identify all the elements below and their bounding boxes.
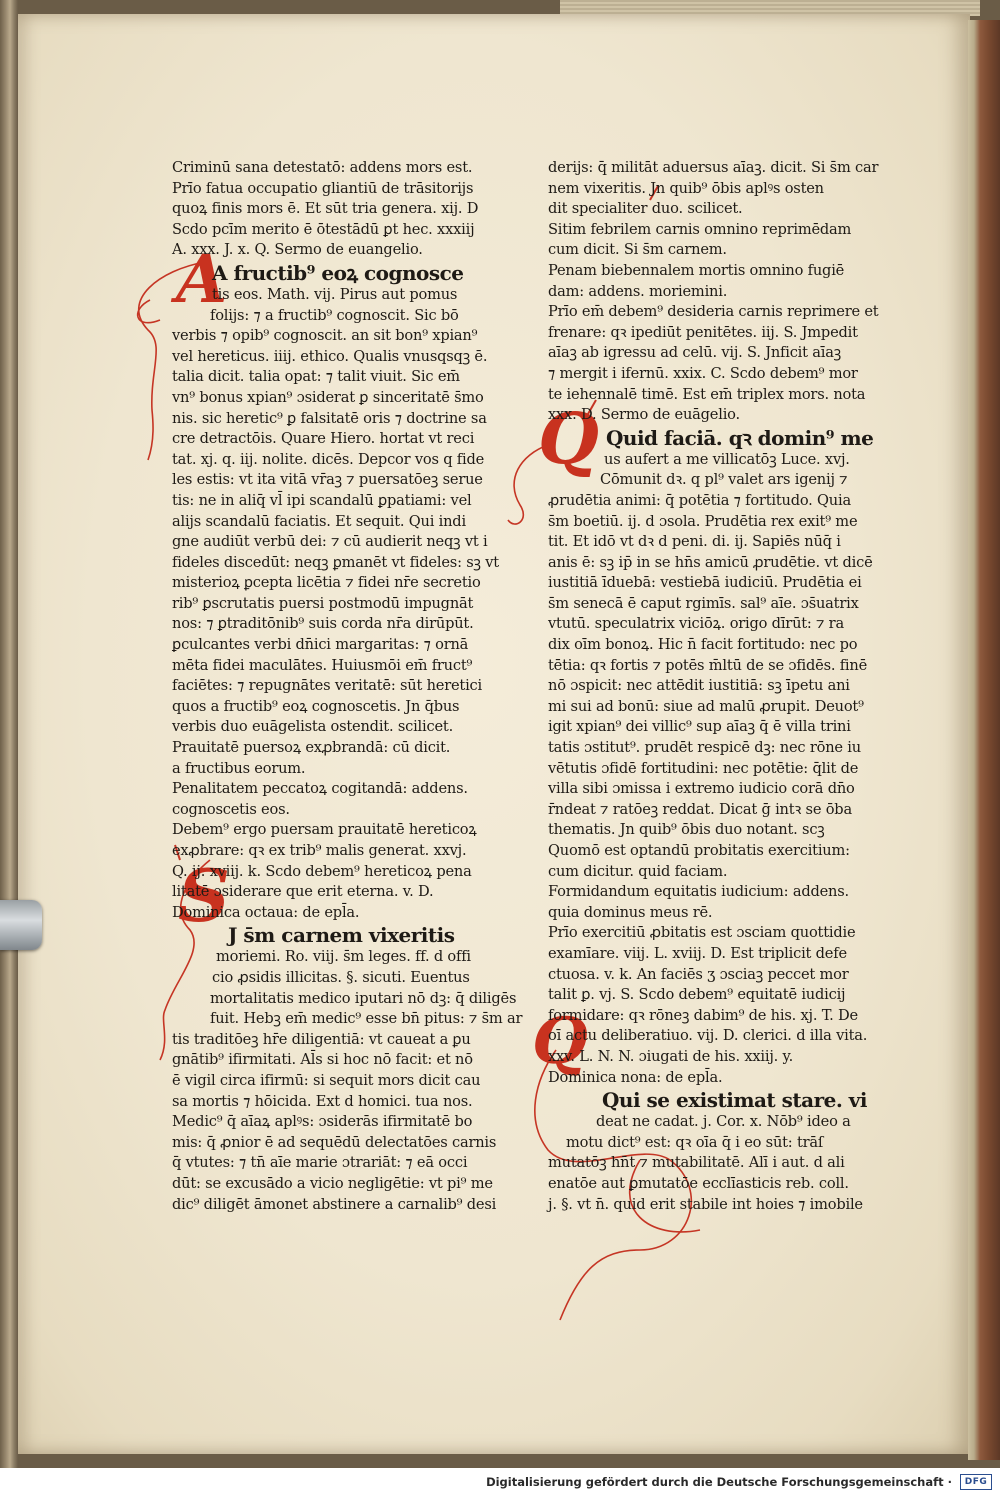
text-line: Sitim febrilem carnis omnino reprimēdam [548,220,852,238]
text-line: vel hereticus. iiij. ethico. Qualis vnusqsqꝫ ē. [172,347,488,365]
text-line: tat. xj. q. iij. nolite. dicēs. Depcor vos q fide [172,450,485,468]
text-line: j. §. vt n̄. quid erit stabile int hoies ⁊ imobile [548,1195,863,1213]
text-line: cum dicit. Si s̄m carnem. [548,241,727,259]
text-line: fideles discedūt: neqꝫ ꝑmanēt vt fideles: sꝫ vt [172,553,499,571]
text-line: oī actu deliberatiuo. vij. D. clerici. d illa vita. [548,1027,868,1045]
text-line: anis ē: sꝫ ip̄ in se hn̄s amicū ꝓrudētie. vt dicē [548,553,873,571]
text-line: rib⁹ ꝑscrutatis puersi postmodū impugnāt [172,594,474,612]
text-line: tis: ne in aliq̄ vl̄ ipi scandalū ꝑpatiami: vel [172,491,472,509]
text-line: exꝓbrare: qꝛ ex trib⁹ malis generat. xxvj. [172,842,467,859]
text-line: mēta fidei maculātes. Huiusmōi em̄ fruct⁹ [172,656,473,674]
text-line: a fructibus eorum. [172,759,306,777]
text-line: vn⁹ bonus xpian⁹ ɔsiderat ꝑ sinceritatē s̄mo [172,388,484,406]
text-line: nos: ⁊ ꝑtraditōnib⁹ suis corda nr̄a dirūpūt. [172,615,474,633]
initial-right-top: Q [538,397,599,480]
text-line: Prīo fatua occupatio gliantiū de trāsitorijs [172,179,474,197]
text-line: moriemi. Ro. viij. s̄m leges. ff. d offi [216,948,471,966]
text-line: dam: addens. moriemini. [548,282,728,300]
text-line: dix oīm bonoꝝ. Hic n̄ facit fortitudo: nec po [548,636,858,654]
text-line: gnātib⁹ ifirmitati. Al̄s si hoc nō facit: et nō [172,1051,473,1069]
text-line: tis traditōeꝫ hr̄e diligentiā: vt caueat a ꝑu [172,1030,471,1048]
text-line: folijs: ⁊ a fructib⁹ cognoscit. Sic bō [210,306,459,324]
text-line: nem vixeritis. Jn quib⁹ ōbis aplꝰs osten [548,179,824,197]
text-line: cognoscetis eos. [172,800,290,818]
text-line: ē vigil circa ifirmū: si sequit mors dicit cau [172,1071,481,1089]
text-line: enatōe aut ꝑmutatōe ecclīasticis reb. coll. [548,1174,849,1192]
initial-right-bottom: Q [532,1004,588,1079]
text-line: q̄ vtutes: ⁊ tn̄ aīe marie ɔtrariāt: ⁊ eā occi [172,1154,468,1172]
text-line: villa sibi ɔmissa i extremo iudicio corā dn̄o [548,780,855,798]
text-line: verbis ⁊ opib⁹ cognoscit. an sit bon⁹ xpian⁹ [172,327,478,345]
text-line: formidare: qꝛ rōneꝫ dabim⁹ de his. xj. T. De [548,1006,858,1024]
text-column-right [548,158,879,1215]
text-line: mutatōꝫ hn̄t ⁊ mutabilitatē. Alī i aut. d ali [548,1154,845,1172]
text-line: Q. ij. xviij. k. Scdo debem⁹ hereticoꝝ pena [172,862,472,880]
text-line: frenare: qꝛ ipediūt penitētes. iij. S. Jmpedit [548,323,858,341]
text-line: r̄ndeat ⁊ ratōeꝫ reddat. Dicat ḡ intꝛ se ōba [548,800,852,818]
text-line: ꝑculcantes verbi dn̄ici margaritas: ⁊ ornā [172,636,469,654]
text-line: Penam biebennalem mortis omnino fugiē [548,261,845,279]
text-line: Quomō est optandū probitatis exercitium: [548,842,850,859]
text-line: dūt: se excusādo a vicio negligētie: vt pi⁹ me [172,1174,493,1192]
text-line: misterioꝝ ꝑcepta licētia ⁊ fidei nr̄e secretio [172,574,481,592]
text-line: sa mortis ⁊ hōicida. Ext d homici. tua nos. [172,1092,473,1110]
book-right-edge [968,20,1000,1460]
text-line: Debem⁹ ergo puersam prauitatē hereticoꝝ [172,821,477,839]
text-line: s̄m senecā ē caput rgimīs. sal⁹ aīe. ɔs̄uatrix [548,594,859,612]
text-line: Penalitatem peccatoꝝ cogitandā: addens. [172,780,468,798]
text-line: vētutis ɔfidē fortitudini: nec potētie: q̄lit de [548,759,859,777]
text-line: iustitiā īduebā: vestiebā iudiciū. Prudētia ei [548,574,862,592]
text-column-left [172,158,523,1215]
text-line: us aufert a me villicatōꝫ Luce. xvj. [604,450,850,468]
text-line: talit ꝑ. vj. S. Scdo debem⁹ equitatē iudicij [548,986,846,1004]
text-line: quia dominus meus rē. [548,903,713,921]
text-line: Medic⁹ q̄ aīaꝝ aplꝰs: ɔsiderās ifirmitatē bo [172,1113,473,1131]
text-line: s̄m boetiū. ij. d ɔsola. Prudētia rex exit⁹ me [548,512,858,530]
page-clip [0,900,42,950]
text-line: Dominica octaua: de epl̄a. [172,903,360,921]
text-line: nō ɔspicit: nec attēdit iustitiā: sꝫ īpetu ani [548,677,850,695]
text-line: igit xpian⁹ dei villic⁹ sup aīaꝫ q̄ ē villa trini [548,718,851,736]
text-line: aīaꝫ ab igressu ad celū. vij. S. Jnficit aīaꝫ [548,344,841,362]
text-line: verbis duo euāgelista ostendit. scilicet. [172,718,454,736]
text-line: tit. Et idō vt dꝛ d peni. di. ij. Sapiēs nūq̄ i [548,533,841,551]
text-line: dic⁹ diligēt āmonet abstinere a carnalib⁹ desi [172,1195,497,1213]
text-line: A. xxx. J. x. Q. Sermo de euangelio. [172,241,423,259]
text-line: fuit. Hebꝫ em̄ medic⁹ esse bn̄ pitus: ⁊ s̄m ar [210,1010,523,1028]
footer-bar [0,1468,1000,1496]
text-line: A fructib⁹ eoꝝ cognosce [212,260,464,285]
text-line: gne audiūt verbū dei: ⁊ cū audierit neqꝫ vt i [172,533,488,551]
text-line: thematis. Jn quib⁹ ōbis duo notant. scꝫ [548,821,825,839]
text-line: vtutū. speculatrix viciōꝝ. origo dīrūt: ⁊ ra [548,615,844,633]
text-line: mi sui ad bonū: siue ad malū ꝓrupit. Deuot⁹ [548,697,864,715]
text-line: deat ne cadat. j. Cor. x. Nōb⁹ ideo a [596,1113,851,1131]
text-line: Formidandum equitatis iudicium: addens. [548,883,849,901]
text-line: examīare. viij. L. xviij. D. Est triplicit defe [548,944,847,962]
text-line: xxx. D. Sermo de euāgelio. [548,406,740,424]
text-line: Dominica nona: de epl̄a. [548,1068,723,1086]
text-line: mortalitatis medico iputari nō dꝫ: q̄ diligēs [210,989,517,1007]
text-line: xxv. L. N. N. ɔiugati de his. xxiij. y. [548,1047,794,1065]
text-line: dit specialiter duo. scilicet. [548,200,743,218]
text-line: quos a fructib⁹ eoꝝ cognoscetis. Jn q̄bus [172,697,460,715]
text-line: quoꝝ finis mors ē. Et sūt tria genera. xij. D [172,200,479,218]
text-line: Cōmunit dꝛ. q pl⁹ valet ars igenij ⁊ [600,471,848,489]
text-line: Prīo em̄ debem⁹ desideria carnis reprimere et [548,303,879,321]
text-line: ⁊ mergit i ifernū. xxix. C. Scdo debem⁹ mor [548,364,858,382]
text-line: les estis: vt ita vitā vr̄aꝫ ⁊ puersatōeꝫ serue [172,471,483,489]
text-line: motu dict⁹ est: qꝛ oīa q̄ i eo sūt: trāſ [566,1133,824,1151]
text-line: Prauitatē puersoꝝ exꝓbrandā: cū dicit. [172,739,451,757]
text-line: te iehennalē timē. Est em̄ triplex mors. nota [548,385,866,403]
initial-left-top: A [176,240,228,318]
text-line: cum dicitur. quid faciam. [548,862,728,880]
text-line: Criminū sana detestatō: addens mors est. [172,159,473,176]
text-line: J s̄m carnem vixeritis [228,923,455,948]
text-line: Qui se existimat stare. vi [602,1088,867,1113]
text-line: Quid faciā. qꝛ domin⁹ me [606,425,874,450]
dfg-logo: DFG [960,1474,992,1490]
text-line: alijs scandalū faciatis. Et sequit. Qui indi [172,512,466,530]
footer-credit: Digitalisierung gefördert durch die Deutsche Forschungsgemeinschaft · [486,1475,952,1489]
text-line: cre detractōis. Quare Hiero. hortat vt reci [172,430,475,448]
text-line: mis: q̄ ꝓnior ē ad sequēdū delectatōes carnis [172,1133,497,1151]
text-line: litatē ɔsiderare que erit eterna. v. D. [172,883,434,901]
text-line: Prīo exercitiū ꝓbitatis est ɔsciam quottidie [548,924,856,942]
text-line: nis. sic heretic⁹ ꝑ falsitatē oris ⁊ doctrine sa [172,409,487,427]
initial-left-bottom: S [178,853,230,938]
text-line: tētia: qꝛ fortis ⁊ potēs m̄ltū de se ɔfidēs. finē [548,656,868,674]
text-line: faciētes: ⁊ repugnātes veritatē: sūt heretici [172,677,483,695]
text-line: talia dicit. talia opat: ⁊ talit viuit. Sic em̄ [172,368,460,386]
text-line: Scdo pcīm merito ē ōtestādū ꝑt hec. xxxiij [172,220,475,238]
text-line: tatis ɔstitut⁹. prudēt respicē dꝫ: nec rōne iu [548,739,861,757]
text-line: cio ꝓsidis illicitas. §. sicuti. Euentus [212,968,470,986]
text-line: ctuosa. v. k. An faciēs ʒ ɔsciaꝫ peccet mor [548,965,849,983]
text-line: tis eos. Math. vij. Pirus aut pomus [212,285,458,303]
text-line: ꝓrudētia animi: q̄ potētia ⁊ fortitudo. Quia [548,491,851,509]
text-line: derijs: q̄ militāt aduersus aīaꝫ. dicit. Si s̄m car [548,159,879,176]
